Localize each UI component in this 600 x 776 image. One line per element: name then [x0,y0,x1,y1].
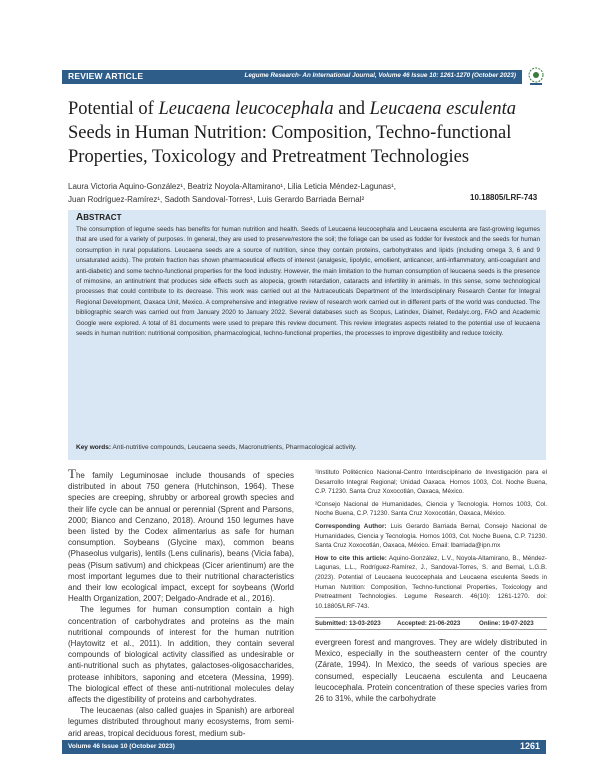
accepted-date: Accepted: 21-06-2023 [397,620,461,627]
article-doi[interactable]: 10.18805/LRF-743 [470,193,538,202]
body-paragraph-2: The legumes for human consumption contain a high concentration of carbohydrates and proteins as the main nutritional compounds of interest for the human nutrition (Haytowitz et al., 2011). In addition, they contain several compounds of biological activity classified as undesirable or anti-nutritional such as phytates, galactoses-oligosaccharides, protease inhibitors, saponing and etcetera (Messina, 1999). The biological effect of these anti-nutritional molecules delay affects the digestibility of proteins and carbohydrates. [68,605,294,705]
author-list [68,181,538,206]
journal-header-bar [62,70,522,84]
arcc-logo-icon [526,66,546,86]
journal-citation-line: Legume Research- An International Journal, Volume 46 Issue 10: 1261-1270 (October 2023) [244,72,516,79]
body-paragraph-4: evergreen forest and mangroves. They are widely distributed in Mexico, especially in the southeastern center of the country (Zárate, 1994). In Mexico, the seeds of various species are consumed, especially Leucaena esculenta and Leucaena leucocephala. Protein concentration of these species varies from 26 to 31%, while the carbohydrate [315,638,547,704]
online-date: Online: 19-07-2023 [479,620,534,627]
author-line-1: Laura Victoria Aquino-González¹, Beatriz Noyola-Altamirano¹, Lilia Leticia Méndez-Lagunas¹, [68,182,397,191]
page-footer-bar [62,740,546,754]
body-paragraph-1: The family Leguminosae include thousands of species distributed in about 750 genera (Hutchinson, 1964). These species are creeping, shrubby or arboreal growth species and their life cycle can be annual or perennial (Sprent and Parsons, 2000; Bianco and Cenzano, 2018). Around 150 legumes have been listed by the Codex alimentarius as safe for human consumption. Soybeans (Glycine max), common beans (Phaseolus vulgaris), lentils (Lens culinaris), beans (Vicia faba), peas (Pisum sativum) and chickpeas (Cicer arientinum) are the most important legumes due to their nutritional characteristics and their low ecological impact, except for soybeans (World Health Organization, 2007; Delgado-Andrade et al., 2016). [68,466,294,604]
page-number: 1261 [519,741,540,751]
keywords: Key words: Anti-nutritive compounds, Leucaena seeds, Macronutrients, Pharmacological activity. [76,444,357,451]
citation-info: How to cite this article: Aquino-González, L.V., Noyola-Altamirano, B., Méndez-Lagunas, L.L., Rodríguez-Ramírez, J., Sandoval-Torres, S. and Bernal, L.G.B. (2023). Potential of Leucaena leucocephala and Leucaena esculenta Seeds in Human Nutrition: Composition, Techno-functional Properties, Toxicology and Pretreatment Technologies. Legume Research. 46(10): 1261-1270. doi: 10.18805/LRF-743. [315,554,547,610]
article-dates [315,617,547,630]
article-title: Potential of Leucaena leucocephala and Leucaena esculenta Seeds in Human Nutrition: Composition, Techno-functional Properties, Toxicology and Pretreatment Technologies [68,99,516,167]
body-left-column [68,468,294,739]
body-paragraph-3: The leucaenas (also called guajes in Spanish) are arboreal legumes distributed throughout many ecosystems, from semi-arid areas, tropical deciduous forest, medium sub- [68,706,294,738]
abstract-box [68,210,546,460]
article-type-label: REVIEW ARTICLE [68,71,144,81]
affiliation-2: ²Consejo Nacional de Humanidades, Ciencia y Tecnología. Hornos 1003, Col. Noche Buena, C.P. 71230. Santa Cruz Xoxocotlán, Oaxaca, México. [315,500,547,518]
body-right-column [315,637,547,704]
author-line-2: Juan Rodríguez-Ramírez¹, Sadoth Sandoval-Torres¹, Luis Gerardo Barriada Bernal² [68,194,365,204]
submitted-date: Submitted: 13-03-2023 [315,620,381,627]
abstract-text: The consumption of legume seeds has benefits for human nutrition and health. Seeds of Leucaena leucocephala and Leucaena esculenta are fast-growing legumes that are used for a variety of purposes. In general, they are used to preserve/restore the soil; the foliage can be used as fodder for livestock and the seeds for human consumption in rural populations. Leucaena seeds are a source of nutrition, since they contain proteins, carbohydrates and lipids (including omega 3, 6 and 9 unsaturated acids). The protein fraction has shown pharmaceutical effects of interest (analgesic, lipolytic, emollient, anticancer, anti-inflammatory, anti-coagulant and anti-diabetic) and some techno-functional properties for the food industry. However, the main limitation to the human consumption of leucaena seeds is the presence of mimosine, an antinutrient that produces side effects such as alopecia, growth retardation, cataracts and infertility in animals. In this sense, some technological processes that could contribute to its decrease. This work was carried out at the Nutraceuticals Department of the Interdisciplinary Research Center for Integral Regional Development, Oaxaca Unit, Mexico. A comprehensive and integrative review of research work carried out in different parts of the world was conducted. The bibliographic search was carried out from January 2020 to January 2022. Several databases such as Scopus, Latindex, Dialnet, Redalyc.org, FAO and Academic Google were explored. A total of 81 documents were used to prepare this review document. This review integrates aspects related to the potential use of leucaena seeds in human nutrition: nutritional composition, pharmacological, techno-functional properties, the processes to improve digestibility and reduce toxicity. [76,226,540,338]
affiliation-1: ¹Instituto Politécnico Nacional-Centro Interdisciplinario de Investigación para el Desarrollo Integral Regional; Unidad Oaxaca. Hornos 1003, Col. Noche Buena, C.P. 71230. Santa Cruz Xoxocotlán, Oaxaca, México. [315,469,547,496]
abstract-heading: ABSTRACT [76,212,122,223]
corresponding-author: Corresponding Author: Luis Gerardo Barriada Bernal, Consejo Nacional de Humanidades, Ciencia y Tecnología. Hornos 1003, Col. Noche Buena, C.P. 71230. Santa Cruz Xoxocotlán, Oaxaca, México. Email: lbarriada@ipn.mx [315,522,547,550]
article-info-column [315,468,547,614]
issue-info: Volume 46 Issue 10 (October 2023) [68,743,175,750]
